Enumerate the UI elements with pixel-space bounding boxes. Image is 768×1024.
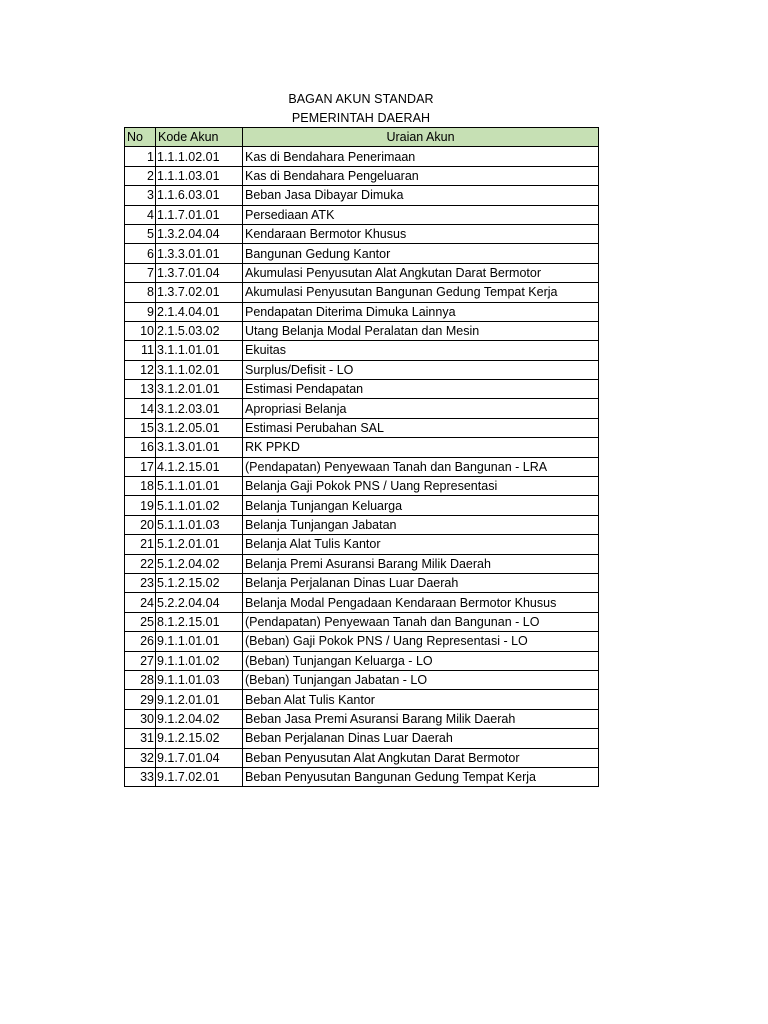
row-number-cell: 5	[125, 224, 156, 243]
row-number-cell: 21	[125, 535, 156, 554]
account-code-cell: 3.1.1.01.01	[156, 341, 243, 360]
row-number-cell: 13	[125, 380, 156, 399]
account-description-cell: Belanja Perjalanan Dinas Luar Daerah	[243, 573, 599, 592]
column-header-kode-akun: Kode Akun	[156, 128, 243, 147]
table-row	[125, 612, 599, 631]
account-code-cell: 9.1.1.01.02	[156, 651, 243, 670]
account-code-cell: 9.1.7.01.04	[156, 748, 243, 767]
account-description-cell: Beban Jasa Dibayar Dimuka	[243, 186, 599, 205]
row-number-cell: 25	[125, 612, 156, 631]
account-description-cell: Akumulasi Penyusutan Bangunan Gedung Tempat Kerja	[243, 283, 599, 302]
table-row	[125, 418, 599, 437]
account-code-cell: 9.1.1.01.03	[156, 670, 243, 689]
account-code-cell: 5.1.2.04.02	[156, 554, 243, 573]
row-number-cell: 19	[125, 496, 156, 515]
account-code-cell: 2.1.4.04.01	[156, 302, 243, 321]
table-row	[125, 651, 599, 670]
row-number-cell: 16	[125, 438, 156, 457]
account-code-cell: 8.1.2.15.01	[156, 612, 243, 631]
row-number-cell: 2	[125, 166, 156, 185]
account-description-cell: (Beban) Tunjangan Keluarga - LO	[243, 651, 599, 670]
account-description-cell: Belanja Gaji Pokok PNS / Uang Representasi	[243, 477, 599, 496]
table-row	[125, 515, 599, 534]
account-description-cell: Kas di Bendahara Penerimaan	[243, 147, 599, 166]
row-number-cell: 26	[125, 632, 156, 651]
table-row	[125, 535, 599, 554]
account-description-cell: Pendapatan Diterima Dimuka Lainnya	[243, 302, 599, 321]
table-row	[125, 709, 599, 728]
row-number-cell: 28	[125, 670, 156, 689]
table-row	[125, 457, 599, 476]
account-description-cell: Beban Jasa Premi Asuransi Barang Milik Daerah	[243, 709, 599, 728]
row-number-cell: 20	[125, 515, 156, 534]
row-number-cell: 1	[125, 147, 156, 166]
table-row	[125, 283, 599, 302]
row-number-cell: 4	[125, 205, 156, 224]
row-number-cell: 27	[125, 651, 156, 670]
table-row	[125, 573, 599, 592]
account-code-cell: 1.1.7.01.01	[156, 205, 243, 224]
account-description-cell: Beban Perjalanan Dinas Luar Daerah	[243, 729, 599, 748]
account-description-cell: Kas di Bendahara Pengeluaran	[243, 166, 599, 185]
account-code-cell: 1.3.7.01.04	[156, 263, 243, 282]
account-code-cell: 3.1.1.02.01	[156, 360, 243, 379]
account-description-cell: Ekuitas	[243, 341, 599, 360]
account-description-cell: Belanja Alat Tulis Kantor	[243, 535, 599, 554]
account-description-cell: Belanja Tunjangan Keluarga	[243, 496, 599, 515]
row-number-cell: 14	[125, 399, 156, 418]
row-number-cell: 23	[125, 573, 156, 592]
column-header-uraian-akun: Uraian Akun	[243, 128, 599, 147]
account-code-cell: 2.1.5.03.02	[156, 321, 243, 340]
table-row	[125, 186, 599, 205]
account-code-cell: 5.1.2.15.02	[156, 573, 243, 592]
account-description-cell: Kendaraan Bermotor Khusus	[243, 224, 599, 243]
row-number-cell: 8	[125, 283, 156, 302]
account-description-cell: RK PPKD	[243, 438, 599, 457]
header-row	[125, 128, 599, 147]
table-body	[125, 147, 599, 787]
account-description-cell: Apropriasi Belanja	[243, 399, 599, 418]
table-row	[125, 341, 599, 360]
account-code-cell: 9.1.7.02.01	[156, 767, 243, 786]
account-code-cell: 9.1.2.01.01	[156, 690, 243, 709]
account-description-cell: Utang Belanja Modal Peralatan dan Mesin	[243, 321, 599, 340]
account-description-cell: Estimasi Perubahan SAL	[243, 418, 599, 437]
account-code-cell: 5.1.1.01.01	[156, 477, 243, 496]
account-code-cell: 5.2.2.04.04	[156, 593, 243, 612]
document-subtitle: PEMERINTAH DAERAH	[291, 111, 431, 125]
table-row	[125, 477, 599, 496]
table-row	[125, 302, 599, 321]
table-row	[125, 244, 599, 263]
account-code-cell: 3.1.2.05.01	[156, 418, 243, 437]
table-row	[125, 767, 599, 786]
table-row	[125, 380, 599, 399]
table-row	[125, 632, 599, 651]
account-description-cell: (Pendapatan) Penyewaan Tanah dan Bangunan - LO	[243, 612, 599, 631]
table-row	[125, 399, 599, 418]
account-code-cell: 1.3.7.02.01	[156, 283, 243, 302]
account-description-cell: Belanja Premi Asuransi Barang Milik Daerah	[243, 554, 599, 573]
table-row	[125, 321, 599, 340]
row-number-cell: 29	[125, 690, 156, 709]
row-number-cell: 22	[125, 554, 156, 573]
table-row	[125, 748, 599, 767]
row-number-cell: 15	[125, 418, 156, 437]
account-description-cell: Estimasi Pendapatan	[243, 380, 599, 399]
column-header-no: No	[125, 128, 156, 147]
row-number-cell: 31	[125, 729, 156, 748]
account-code-cell: 3.1.2.03.01	[156, 399, 243, 418]
account-description-cell: (Pendapatan) Penyewaan Tanah dan Bangunan - LRA	[243, 457, 599, 476]
row-number-cell: 9	[125, 302, 156, 321]
account-code-cell: 9.1.2.04.02	[156, 709, 243, 728]
table-row	[125, 224, 599, 243]
table-row	[125, 593, 599, 612]
account-code-cell: 5.1.1.01.02	[156, 496, 243, 515]
account-description-cell: Beban Alat Tulis Kantor	[243, 690, 599, 709]
account-code-cell: 9.1.2.15.02	[156, 729, 243, 748]
account-description-cell: Surplus/Defisit - LO	[243, 360, 599, 379]
table-row	[125, 205, 599, 224]
account-description-cell: Bangunan Gedung Kantor	[243, 244, 599, 263]
account-code-cell: 9.1.1.01.01	[156, 632, 243, 651]
account-description-cell: (Beban) Tunjangan Jabatan - LO	[243, 670, 599, 689]
account-description-cell: Beban Penyusutan Alat Angkutan Darat Bermotor	[243, 748, 599, 767]
table-row	[125, 438, 599, 457]
account-code-cell: 1.1.1.03.01	[156, 166, 243, 185]
table-row	[125, 263, 599, 282]
account-code-cell: 3.1.2.01.01	[156, 380, 243, 399]
row-number-cell: 6	[125, 244, 156, 263]
account-description-cell: Persediaan ATK	[243, 205, 599, 224]
table-row	[125, 729, 599, 748]
table-row	[125, 670, 599, 689]
chart-of-accounts-table	[124, 127, 599, 787]
row-number-cell: 10	[125, 321, 156, 340]
account-code-cell: 3.1.3.01.01	[156, 438, 243, 457]
account-description-cell: Belanja Modal Pengadaan Kendaraan Bermotor Khusus	[243, 593, 599, 612]
account-code-cell: 1.3.3.01.01	[156, 244, 243, 263]
table-header	[125, 128, 599, 147]
table-row	[125, 147, 599, 166]
row-number-cell: 33	[125, 767, 156, 786]
row-number-cell: 3	[125, 186, 156, 205]
row-number-cell: 12	[125, 360, 156, 379]
account-code-cell: 1.1.1.02.01	[156, 147, 243, 166]
row-number-cell: 11	[125, 341, 156, 360]
document-title: BAGAN AKUN STANDAR	[288, 92, 434, 106]
row-number-cell: 7	[125, 263, 156, 282]
row-number-cell: 32	[125, 748, 156, 767]
account-code-cell: 5.1.1.01.03	[156, 515, 243, 534]
account-code-cell: 5.1.2.01.01	[156, 535, 243, 554]
row-number-cell: 18	[125, 477, 156, 496]
account-description-cell: (Beban) Gaji Pokok PNS / Uang Representasi - LO	[243, 632, 599, 651]
row-number-cell: 17	[125, 457, 156, 476]
row-number-cell: 30	[125, 709, 156, 728]
account-description-cell: Belanja Tunjangan Jabatan	[243, 515, 599, 534]
table-row	[125, 554, 599, 573]
table-row	[125, 360, 599, 379]
table-row	[125, 166, 599, 185]
row-number-cell: 24	[125, 593, 156, 612]
account-code-cell: 4.1.2.15.01	[156, 457, 243, 476]
account-code-cell: 1.1.6.03.01	[156, 186, 243, 205]
table-row	[125, 690, 599, 709]
table-row	[125, 496, 599, 515]
account-description-cell: Beban Penyusutan Bangunan Gedung Tempat Kerja	[243, 767, 599, 786]
account-code-cell: 1.3.2.04.04	[156, 224, 243, 243]
account-description-cell: Akumulasi Penyusutan Alat Angkutan Darat Bermotor	[243, 263, 599, 282]
